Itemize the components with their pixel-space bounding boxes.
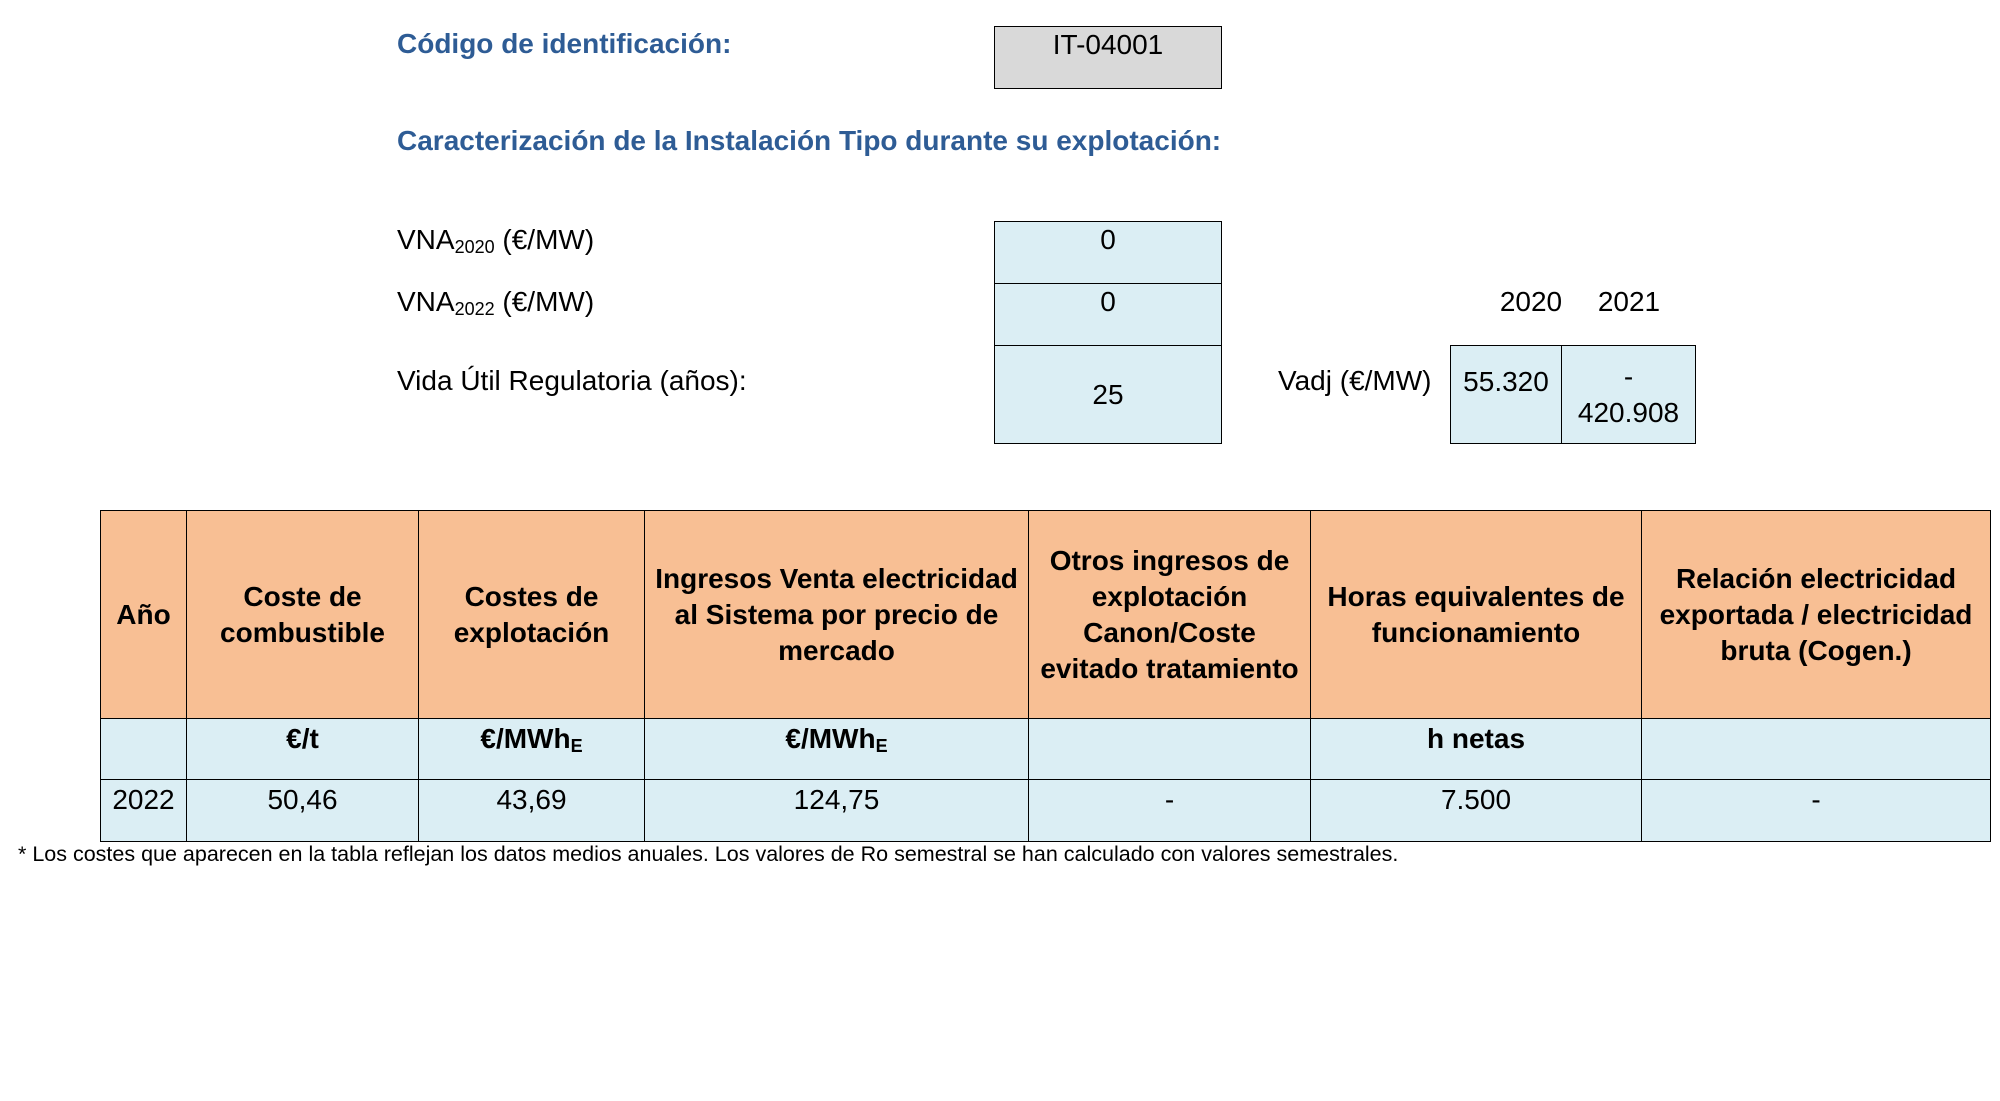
cell-coste-combustible: 50,46 xyxy=(187,780,419,842)
vna2020-value-box xyxy=(994,221,1222,284)
vna2022-value: 0 xyxy=(1100,286,1116,317)
unit-ingresos-venta-text: €/MWh xyxy=(785,723,876,754)
vida-util-value: 25 xyxy=(1092,378,1124,410)
header-otros-ingresos: Otros ingresos de explotación Canon/Coste evitado tratamiento xyxy=(1029,511,1311,719)
vida-util-label: Vida Útil Regulatoria (años): xyxy=(397,365,747,396)
caracterizacion-heading: Caracterización de la Instalación Tipo durante su explotación: xyxy=(397,125,1222,156)
cell-ingresos-venta: 124,75 xyxy=(645,780,1029,842)
table-row xyxy=(101,780,1991,842)
unit-costes-explotacion xyxy=(419,719,645,780)
vna2022-value-box xyxy=(994,283,1222,346)
vna2022-prefix: VNA xyxy=(397,286,455,317)
vadj-2020-value: 55.320 xyxy=(1463,366,1549,397)
cell-otros-ingresos: - xyxy=(1029,780,1311,842)
table-header-row xyxy=(101,511,1991,719)
header-costes-explotacion: Costes de explotación xyxy=(419,511,645,719)
vna2020-label xyxy=(397,224,594,258)
codigo-label: Código de identificación: xyxy=(397,28,732,59)
unit-ingresos-venta xyxy=(645,719,1029,780)
vadj-2021-value: 420.908 xyxy=(1577,396,1680,428)
footnote: * Los costes que aparecen en la tabla reflejan los datos medios anuales. Los valores de Ro semestral se han calculado con valores semestrales. xyxy=(18,842,1399,866)
unit-costes-explotacion-sub: E xyxy=(570,736,583,756)
cell-horas-equivalentes: 7.500 xyxy=(1311,780,1642,842)
unit-costes-explotacion-text: €/MWh xyxy=(480,723,571,754)
header-ingresos-venta: Ingresos Venta electricidad al Sistema por precio de mercado xyxy=(645,511,1029,719)
header-relacion-electricidad: Relación electricidad exportada / electricidad bruta (Cogen.) xyxy=(1642,511,1991,719)
vadj-label: Vadj (€/MW) xyxy=(1278,365,1432,396)
vadj-2020-box xyxy=(1450,345,1562,444)
cost-table xyxy=(100,510,1991,842)
vna2022-sub: 2022 xyxy=(454,299,495,319)
codigo-value: IT-04001 xyxy=(1052,29,1164,60)
vna2020-prefix: VNA xyxy=(397,224,455,255)
header-ano: Año xyxy=(101,511,187,719)
cell-ano: 2022 xyxy=(101,780,187,842)
codigo-value-box xyxy=(994,26,1222,89)
vna2022-suffix: (€/MW) xyxy=(494,286,595,317)
vadj-2021-sign: - xyxy=(1623,360,1634,392)
cell-relacion-electricidad: - xyxy=(1642,780,1991,842)
vna2020-sub: 2020 xyxy=(454,237,495,257)
vida-util-value-box xyxy=(994,345,1222,444)
cell-costes-explotacion: 43,69 xyxy=(419,780,645,842)
unit-relacion-electricidad xyxy=(1642,719,1991,780)
unit-coste-combustible: €/t xyxy=(187,719,419,780)
header-horas-equivalentes: Horas equivalentes de funcionamiento xyxy=(1311,511,1642,719)
vna2022-label xyxy=(397,286,594,320)
header-coste-combustible: Coste de combustible xyxy=(187,511,419,719)
unit-horas-equivalentes: h netas xyxy=(1311,719,1642,780)
vadj-2021-box xyxy=(1561,345,1696,444)
vadj-2021-stack xyxy=(1578,359,1679,431)
unit-otros-ingresos xyxy=(1029,719,1311,780)
table-units-row xyxy=(101,719,1991,780)
unit-ingresos-venta-sub: E xyxy=(875,736,888,756)
vadj-year-2021: 2021 xyxy=(1597,286,1661,317)
vna2020-value: 0 xyxy=(1100,224,1116,255)
vna2020-suffix: (€/MW) xyxy=(494,224,595,255)
unit-ano xyxy=(101,719,187,780)
vadj-year-2020: 2020 xyxy=(1499,286,1563,317)
